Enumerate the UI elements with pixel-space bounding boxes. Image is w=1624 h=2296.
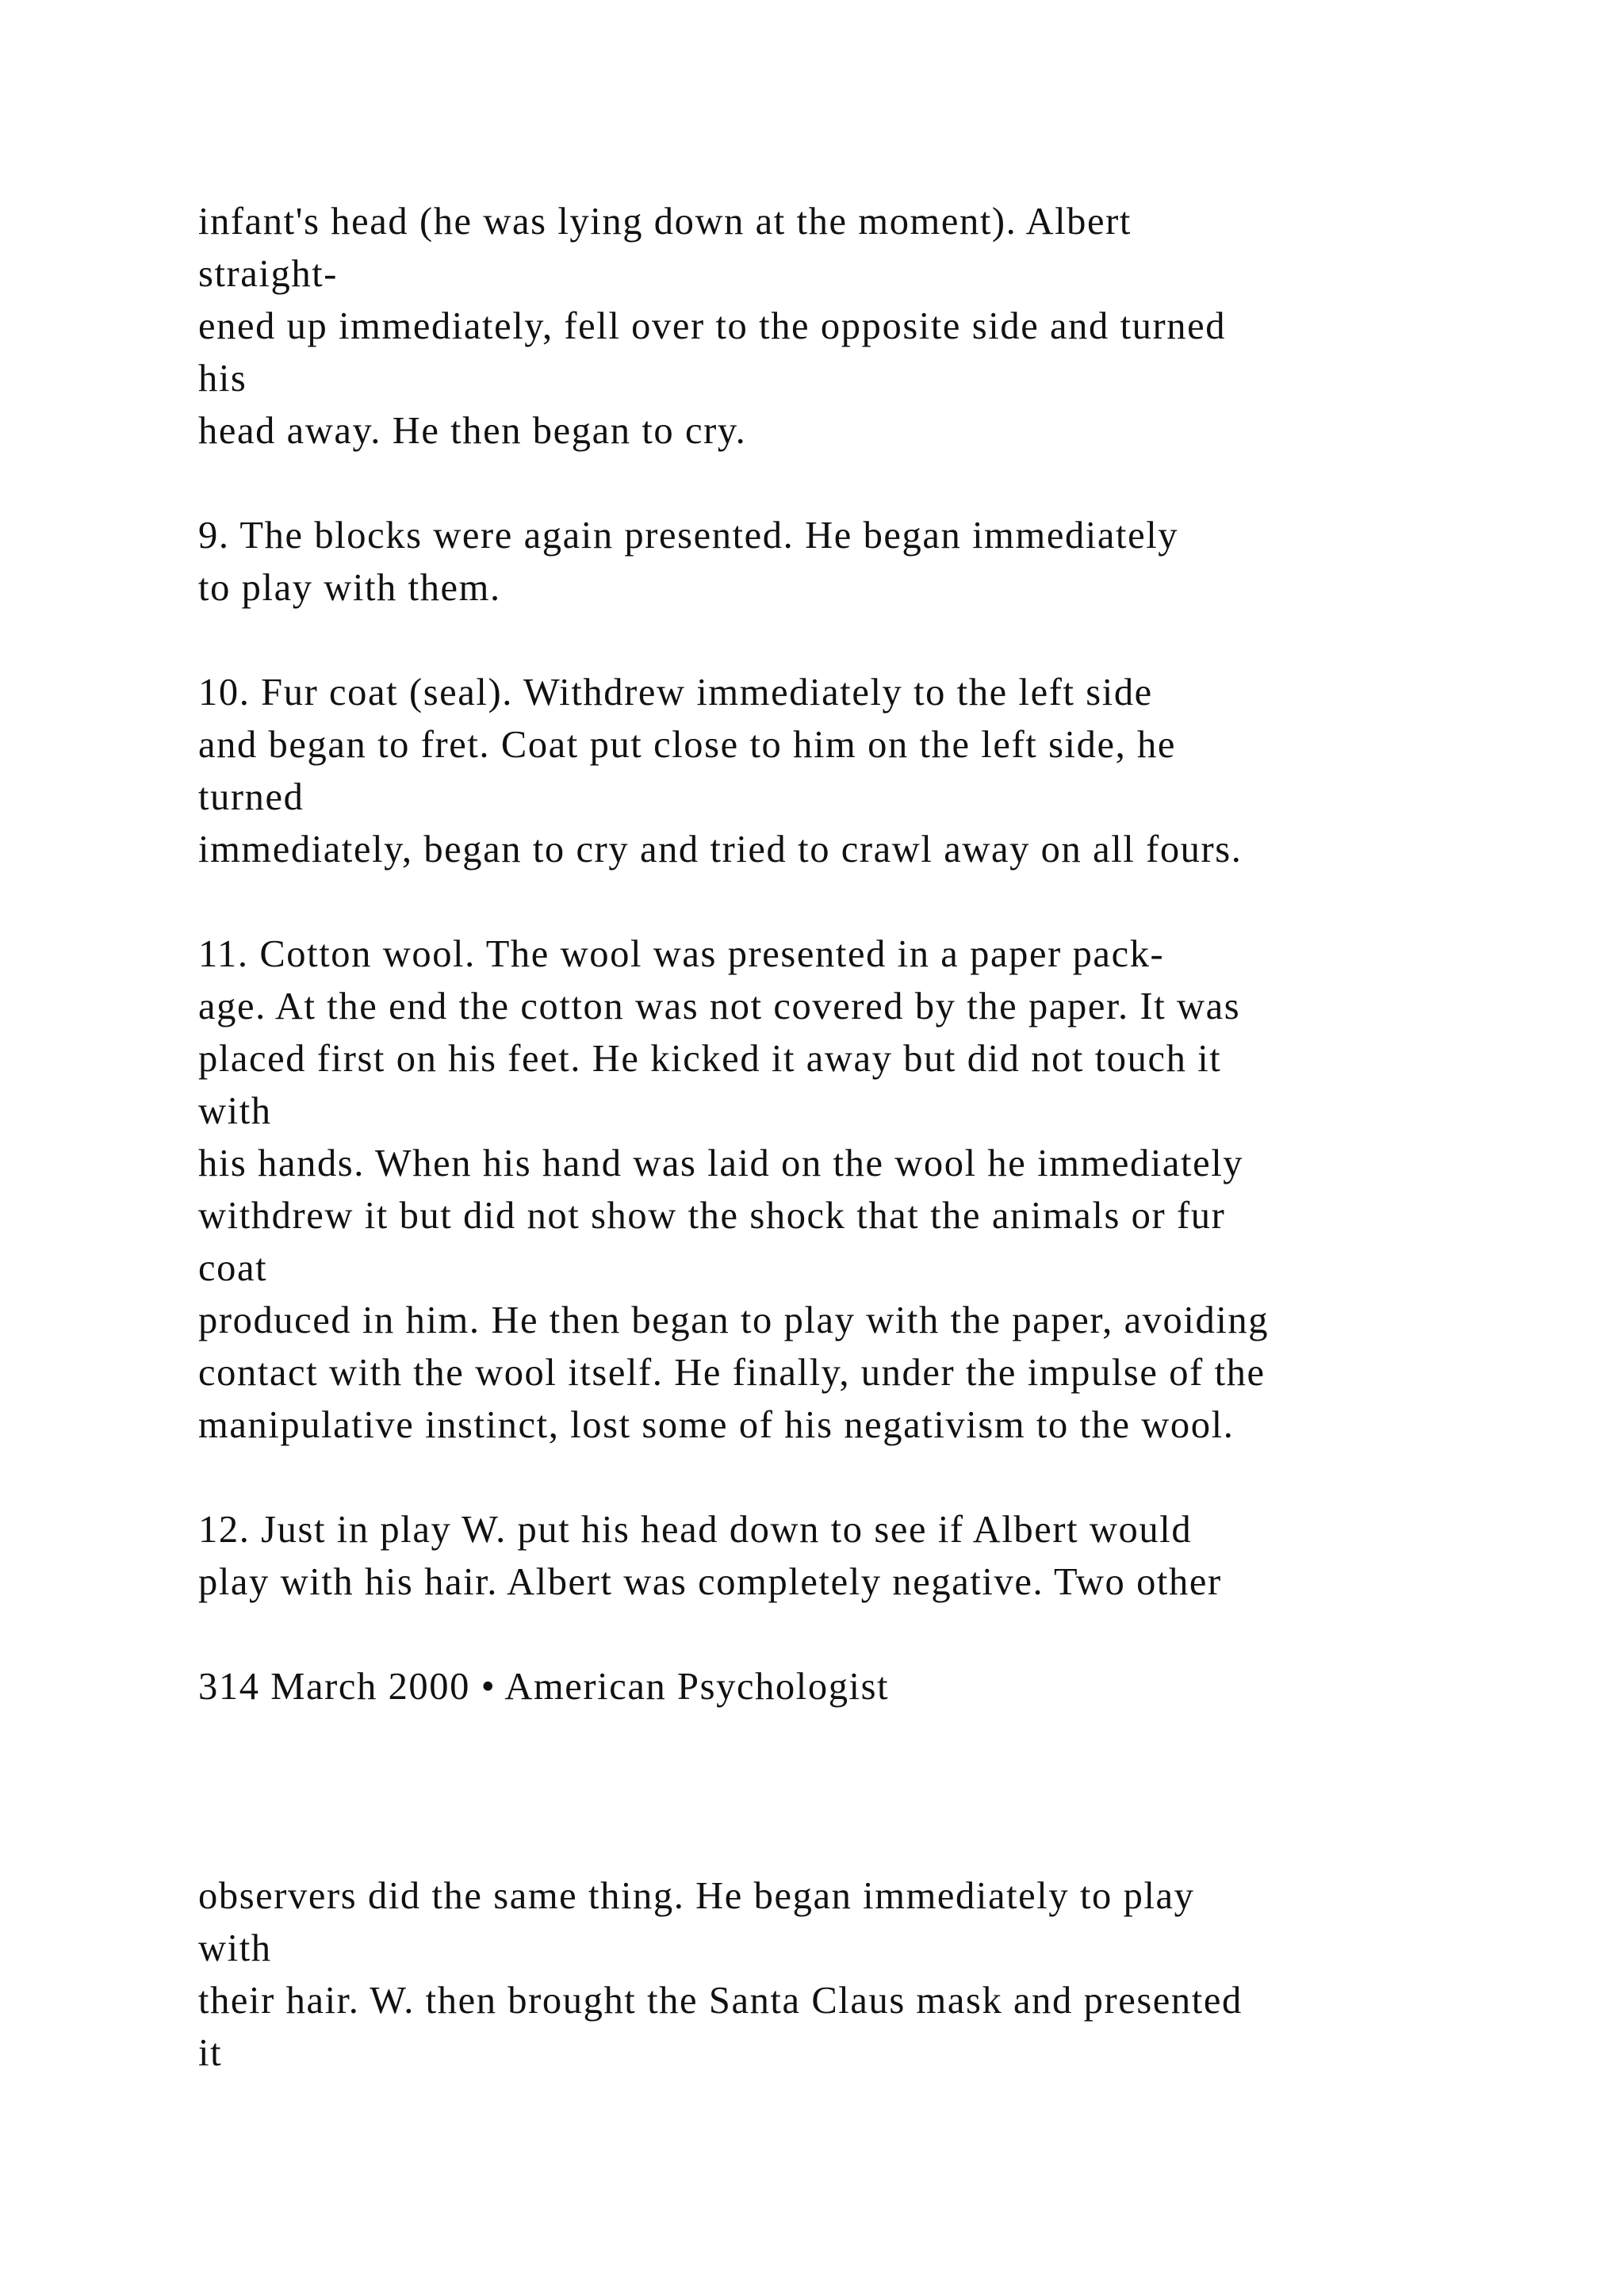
text-line: his — [198, 358, 247, 400]
text-line: contact with the wool itself. He finally, under the impulse of the — [198, 1352, 1266, 1394]
text-line: coat — [198, 1247, 268, 1289]
text-line: manipulative instinct, lost some of his negativism to the wool. — [198, 1404, 1235, 1446]
text-line: 9. The blocks were again presented. He began immediately — [198, 515, 1179, 557]
text-line: straight- — [198, 253, 339, 295]
text-line: it — [198, 2032, 223, 2074]
text-line: play with his hair. Albert was completely negative. Two other — [198, 1561, 1222, 1603]
paragraph-gap — [198, 1609, 1562, 1661]
text-line: ened up immediately, fell over to the opposite side and turned — [198, 305, 1227, 347]
page-break-gap — [198, 1818, 1562, 1870]
text-line: 11. Cotton wool. The wool was presented in a paper pack- — [198, 933, 1165, 975]
text-line: 10. Fur coat (seal). Withdrew immediately to the left side — [198, 672, 1153, 714]
text-line: observers did the same thing. He began immediately to play — [198, 1875, 1195, 1917]
text-line: turned — [198, 776, 304, 818]
text-line: and began to fret. Coat put close to him on the left side, he — [198, 724, 1177, 766]
text-line: 12. Just in play W. put his head down to see if Albert would — [198, 1509, 1193, 1551]
page-break-gap — [198, 1766, 1562, 1818]
text-line: age. At the end the cotton was not covered by the paper. It was — [198, 985, 1241, 1027]
page-break-gap — [198, 1713, 1562, 1766]
text-line: their hair. W. then brought the Santa Claus mask and presented — [198, 1980, 1243, 2022]
text-line: with — [198, 1927, 272, 1969]
text-line: infant's head (he was lying down at the moment). Albert — [198, 201, 1132, 243]
page-footer: 314 March 2000 • American Psychologist — [198, 1666, 890, 1708]
text-line: placed first on his feet. He kicked it away but did not touch it — [198, 1038, 1222, 1080]
paragraph-gap — [198, 457, 1562, 510]
paragraph-gap — [198, 876, 1562, 928]
paragraph-gap — [198, 1452, 1562, 1504]
text-line: head away. He then began to cry. — [198, 410, 747, 452]
paragraph-gap — [198, 614, 1562, 667]
text-line: withdrew it but did not show the shock that the animals or fur — [198, 1195, 1226, 1237]
text-line: with — [198, 1090, 272, 1132]
text-line: to play with them. — [198, 567, 501, 609]
text-line: immediately, began to cry and tried to crawl away on all fours. — [198, 828, 1243, 871]
text-line: produced in him. He then began to play with the paper, avoiding — [198, 1299, 1270, 1341]
document-text — [198, 196, 1562, 2080]
text-line: his hands. When his hand was laid on the wool he immediately — [198, 1142, 1244, 1184]
